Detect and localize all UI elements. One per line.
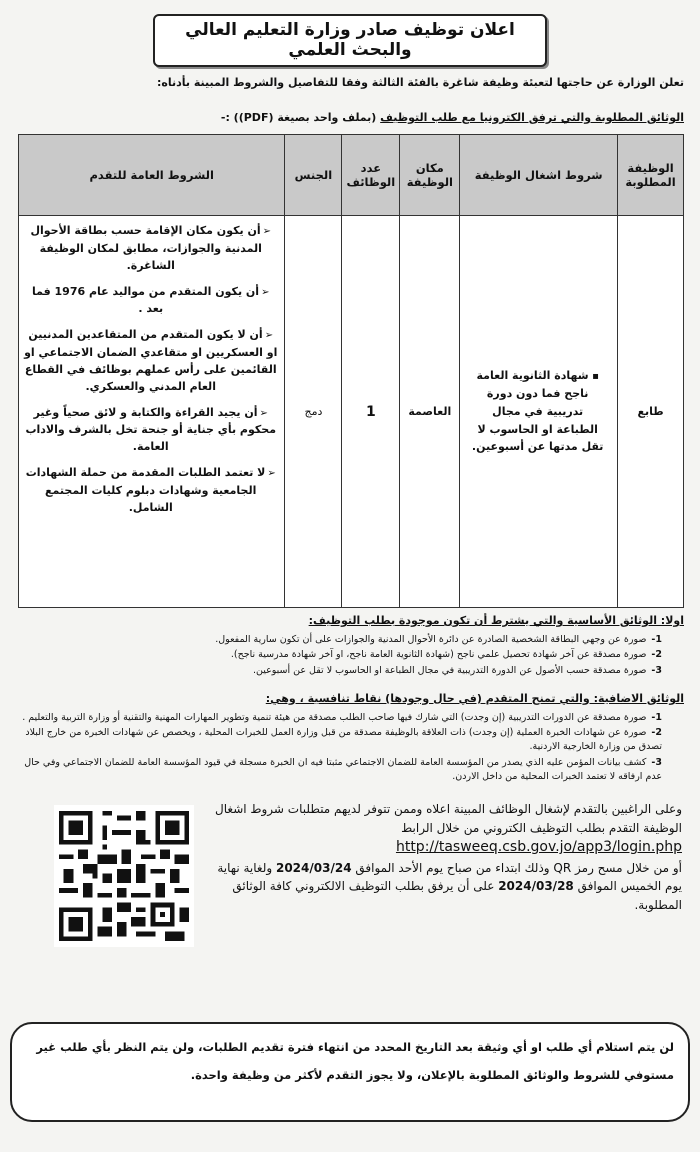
list-item: 3-كشف بيانات المؤمن عليه الذي يصدر من المؤسسة العامة للضمان الاجتماعي مثبتا فيه ان الخبرة مسجلة في قيود المؤسسة العامة للضمان الاجتماعي وفي حال عدم ارفاقه لا تعتمد الخبرات المحلية من داخل الاردن. — [24, 756, 662, 782]
apply-link[interactable]: http://tasweeq.csb.gov.jo/app3/login.php — [395, 839, 682, 856]
table-header-row — [19, 135, 684, 216]
header-gender: الجنس — [285, 135, 342, 216]
basic-docs-title: اولا: الوثائق الأساسية والتي يشترط أن تكون موجودة بطلب التوظيف: — [308, 614, 684, 627]
arrow-icon: ➢ — [259, 407, 268, 419]
list-item: 2-صورة عن شهادات الخبرة العملية (إن وجدت) ذات العلاقة بالوظيفة مصدقة من قبل وزارة العمل للخبرات المحلية ، ويخصص عن شهادات الخبرة من خارج البلاد تصدق من وزارة الخارجية الاردنية. — [25, 727, 662, 753]
list-item: 2-صورة مصدقة عن آخر شهادة تحصيل علمي ناجح (شهادة الثانوية العامة ناجح، او آخر شهادة مدرسية ناجح). — [230, 649, 662, 661]
list-item: 3-صورة مصدقة حسب الأصول عن الدورة التدريبية في مجال الطباعة او الحاسوب لا تقل عن أسبوعين. — [252, 664, 662, 676]
announcement-title: اعلان توظيف صادر وزارة التعليم العالي والبحث العلمي — [153, 14, 547, 67]
cell-gender: دمج — [285, 216, 342, 608]
extra-docs-title: الوثائق الاضافية: والتي تمنح المتقدم (في حال وجودها) نقاط تنافسية ، وهي: — [265, 691, 684, 705]
apply-text-2: أو من خلال مسح رمز QR وذلك ابتداء من صباح يوم الأحد الموافق — [355, 860, 682, 875]
notice-box: لن يتم استلام أي طلب او أي وثيقة بعد التاريخ المحدد من انتهاء فترة تقديم الطلبات، ولن يتم النظر بأي طلب غير مستوفي للشروط والوثائق المطلوبة بالإعلان، ولا يجوز التقدم لأكثر من وظيفة واحدة. — [10, 1022, 690, 1122]
qr-code[interactable] — [54, 805, 194, 947]
docs-heading-rest: (بملف واحد بصيغة (PDF)) :- — [220, 111, 381, 124]
apply-section — [16, 800, 684, 1005]
basic-docs-list — [16, 633, 662, 678]
apply-text-1: وعلى الراغبين بالتقدم لإشغال الوظائف المبينة اعلاه وممن تتوفر لديهم متطلبات شروط اشغال الوظيفة التقدم بطلب التوظيف الكتروني من خلال الرابط — [215, 802, 682, 835]
cell-requirements — [460, 216, 618, 608]
apply-instructions — [212, 800, 682, 915]
extra-docs-list — [16, 711, 662, 784]
arrow-icon: ➢ — [262, 226, 271, 237]
cell-job: طابع — [618, 216, 684, 608]
header-conditions: الشروط العامة للتقدم — [19, 135, 285, 216]
arrow-icon: ➢ — [261, 286, 270, 298]
docs-heading-main: الوثائق المطلوبة والتي ترفق الكترونيا مع طلب التوظيف — [380, 111, 684, 124]
end-date: 2024/03/28 — [498, 879, 574, 894]
jobs-table — [18, 134, 684, 608]
header-job: الوظيفة المطلوبة — [618, 135, 684, 216]
bullet-icon: ▪ — [588, 371, 599, 383]
condition-item: ➢أن يكون مكان الإقامة حسب بطاقة الأحوال المدنية والجوازات، مطابق لمكان الوظيفة الشاغرة. — [30, 224, 271, 272]
condition-item: ➢أن يجيد القراءة والكتابة و لائق صحياً وغير محكوم بأي جناية أو جنحة تخل بالشرف والاداب العامة. — [25, 405, 277, 454]
header-requirements: شروط اشغال الوظيفة — [460, 135, 618, 216]
table-row — [19, 216, 684, 608]
list-item: 1-صورة عن وجهي البطاقة الشخصية الصادرة عن دائرة الأحوال المدنية والجوازات على أن تكون سارية المفعول. — [215, 634, 662, 645]
apply-text-4: على أن يرفق بطلب التوظيف الالكتروني كافة الوثائق المطلوبة. — [232, 879, 682, 913]
start-date: 2024/03/24 — [275, 860, 352, 875]
arrow-icon: ➢ — [264, 330, 274, 342]
condition-item: ➢أن لا يكون المتقدم من المتقاعدين المدنيين او العسكريين او متقاعدي الضمان الاجتماعي او القائمين على رأس عملهم بوظائف في القطاع العام المدني والعسكري. — [24, 328, 278, 393]
docs-heading — [16, 111, 684, 124]
requirements-text: شهادة الثانوية العامة ناجح فما دون دورة تدريبية في مجال الطباعة او الحاسوب لا تقل مدتها عن أسبوعين. — [471, 369, 604, 454]
intro-text: تعلن الوزارة عن حاجتها لتعبئة وظيفة شاغرة بالفئة الثالثة وفقا للتفاصيل والشروط المبينة بأدناه: — [156, 76, 684, 89]
list-item: 1-صورة مصدقة عن الدورات التدريبية (إن وجدت) التي شارك فيها صاحب الطلب مصدقة من هيئة تنمية وتطوير المهارات المهنية والتقنية أو وزارة التربية والتعليم . — [22, 711, 662, 723]
condition-item: ➢أن يكون المتقدم من مواليد عام 1976 فما بعد . — [31, 284, 270, 316]
cell-location: العاصمة — [400, 216, 460, 608]
apply-text-3: ولغاية نهاية يوم الخميس الموافق — [217, 860, 682, 894]
cell-conditions — [19, 216, 285, 608]
cell-count: 1 — [342, 216, 400, 608]
header-count: عدد الوظائف — [342, 135, 400, 216]
arrow-icon: ➢ — [267, 468, 276, 480]
header-location: مكان الوظيفة — [400, 135, 460, 216]
condition-item: ➢لا تعتمد الطلبات المقدمة من حملة الشهادات الجامعية وشهادات دبلوم كليات المجتمع الشامل. — [25, 466, 276, 514]
